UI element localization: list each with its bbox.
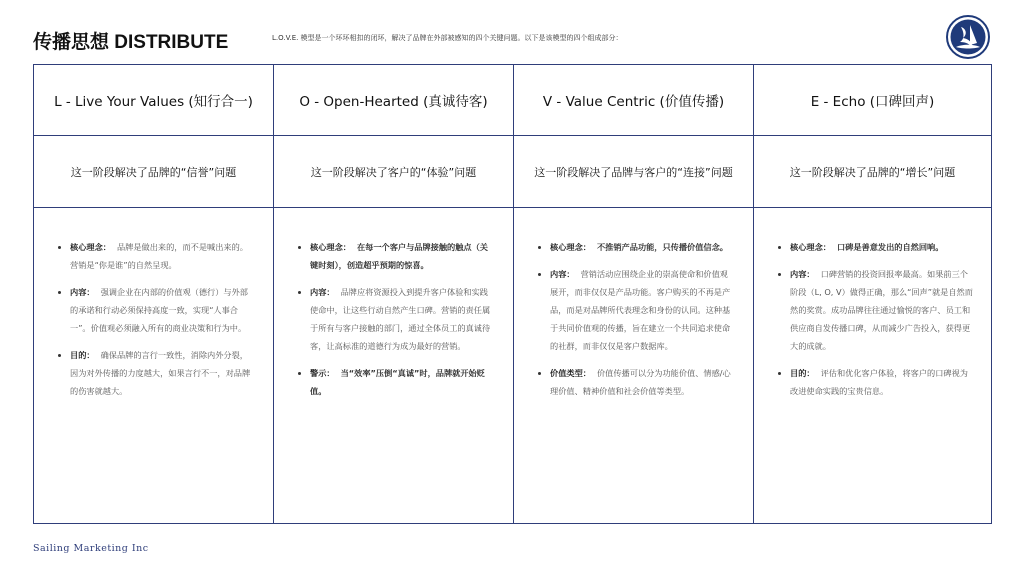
bullet-label: 警示： xyxy=(310,368,335,378)
bullet-label: 核心理念： xyxy=(790,242,831,252)
bullet-label: 核心理念： xyxy=(550,242,591,252)
page-title: 传播思想 DISTRIBUTE xyxy=(33,32,229,53)
bullet-text: 不推销产品功能，只传播价值信念。 xyxy=(596,242,728,252)
bullet-item xyxy=(310,364,495,400)
column-subheading-l: 这一阶段解决了品牌的“信誉”问题 xyxy=(34,136,274,208)
bullet-label: 内容： xyxy=(790,269,815,279)
bullet-item xyxy=(790,238,973,256)
bullet-label: 核心理念： xyxy=(70,242,111,252)
bullet-label: 目的： xyxy=(790,368,815,378)
column-subheading-e: 这一阶段解决了品牌的“增长”问题 xyxy=(754,136,991,208)
bullet-item xyxy=(550,265,735,355)
bullet-item xyxy=(70,346,255,400)
bullet-item xyxy=(70,238,255,274)
intro-text: L.O.V.E. 模型是一个环环相扣的闭环，解决了品牌在外部被感知的四个关键问题。以下是该模型的四个组成部分： xyxy=(272,34,623,42)
bullet-label: 目的： xyxy=(70,350,95,360)
bullet-label: 内容： xyxy=(550,269,575,279)
bullet-item xyxy=(310,238,495,274)
footer-brand: Sailing Marketing Inc xyxy=(33,543,149,554)
bullet-text: 口碑是善意发出的自然回响。 xyxy=(836,242,944,252)
column-subheading-o: 这一阶段解决了客户的“体验”问题 xyxy=(274,136,514,208)
bullet-item xyxy=(790,364,973,400)
bullet-text: 口碑营销的投资回报率最高。如果前三个阶段（L, O, V）做得正确，那么“回声”就是自然而然的奖赏。成功品牌往往通过愉悦的客户、员工和供应商自发传播口碑，从而减少广告投入，获得更大的成就。 xyxy=(790,269,973,351)
bullet-label: 内容： xyxy=(70,287,95,297)
bullet-item xyxy=(70,283,255,337)
column-heading-e: E - Echo (口碑回声) xyxy=(754,65,991,136)
bullet-label: 核心理念： xyxy=(310,242,351,252)
bullet-item xyxy=(550,364,735,400)
column-heading-v: V - Value Centric (价值传播) xyxy=(514,65,754,136)
bullet-text: 品牌应将资源投入到提升客户体验和实践使命中，让这些行动自然产生口碑。营销的责任属于所有与客户接触的部门，通过全体员工的真诚待客，让高标准的道德行为成为最好的营销。 xyxy=(310,287,491,351)
bullet-text: 品牌是做出来的，而不是喊出来的。营销是“你是谁”的自然呈现。 xyxy=(70,242,248,270)
column-body-o xyxy=(274,208,514,523)
column-body-e xyxy=(754,208,991,523)
column-body-l xyxy=(34,208,274,523)
bullet-text: 强调企业在内部的价值观（德行）与外部的承诺和行动必须保持高度一致，实现“人事合一”。价值观必须融入所有的商业决策和行为中。 xyxy=(70,287,248,333)
bullet-text: 在每一个客户与品牌接触的触点（关键时刻），创造超乎预期的惊喜。 xyxy=(310,242,488,270)
bullet-text: 价值传播可以分为功能价值、情感/心理价值、精神价值和社会价值等类型。 xyxy=(550,368,731,396)
column-heading-o: O - Open-Hearted (真诚待客) xyxy=(274,65,514,136)
bullet-text: 确保品牌的言行一致性，消除内外分裂，因为对外传播的力度越大，如果言行不一，对品牌的伤害就越大。 xyxy=(70,350,251,396)
bullet-label: 价值类型： xyxy=(550,368,591,378)
bullet-text: 营销活动应围绕企业的崇高使命和价值观展开，而非仅仅是产品功能。客户购买的不再是产品，而是对品牌所代表理念和身份的认同。这种基于共同价值观的传播，旨在建立一个共同追求使命的社群，而非仅仅是客户数据库。 xyxy=(550,269,731,351)
bullet-label: 内容： xyxy=(310,287,335,297)
column-heading-l: L - Live Your Values (知行合一) xyxy=(34,65,274,136)
column-body-v xyxy=(514,208,754,523)
bullet-text: 评估和优化客户体验，将客户的口碑视为改进使命实践的宝贵信息。 xyxy=(790,368,968,396)
sailing-logo-icon xyxy=(946,15,990,59)
bullet-item xyxy=(790,265,973,355)
bullet-text: 当“效率”压倒“真诚”时，品牌就开始贬值。 xyxy=(310,368,485,396)
column-subheading-v: 这一阶段解决了品牌与客户的“连接”问题 xyxy=(514,136,754,208)
love-model-table xyxy=(33,64,992,524)
bullet-item xyxy=(550,238,735,256)
bullet-item xyxy=(310,283,495,355)
